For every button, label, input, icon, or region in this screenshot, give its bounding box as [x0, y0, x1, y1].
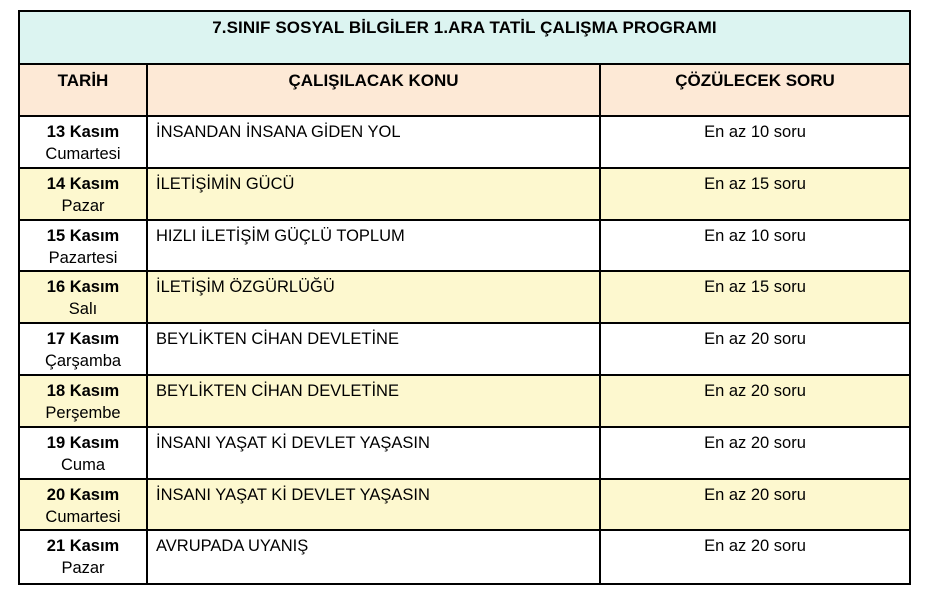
table-row: [20, 376, 909, 428]
topic-cell: İLETİŞİMİN GÜCÜ: [148, 169, 601, 219]
day-text: Cumartesi: [45, 507, 121, 526]
questions-cell: En az 20 soru: [704, 537, 806, 556]
day-text: Çarşamba: [44, 352, 122, 371]
date-text: 14 Kasım: [46, 174, 120, 193]
date-cell: [20, 221, 148, 271]
date-text: 17 Kasım: [46, 330, 120, 349]
day-text: Perşembe: [45, 403, 121, 422]
date-cell: [20, 272, 148, 322]
topic-cell: İNSANI YAŞAT Kİ DEVLET YAŞASIN: [148, 428, 601, 478]
questions-cell: En az 20 soru: [704, 381, 806, 400]
date-text: 20 Kasım: [46, 485, 120, 504]
schedule-table: [18, 10, 911, 585]
topic-cell: İNSANDAN İNSANA GİDEN YOL: [148, 117, 601, 167]
day-text: Pazartesi: [48, 248, 118, 267]
date-text: 16 Kasım: [46, 278, 120, 297]
date-text: 21 Kasım: [46, 537, 120, 556]
table-row: [20, 117, 909, 169]
date-cell: [20, 376, 148, 426]
table-title-row: [20, 12, 909, 65]
table-row: [20, 272, 909, 324]
topic-cell: İLETİŞİM ÖZGÜRLÜĞÜ: [148, 272, 601, 322]
table-row: [20, 531, 909, 583]
date-cell: [20, 428, 148, 478]
day-text: Cumartesi: [45, 145, 121, 163]
day-text: Pazar: [61, 196, 105, 215]
topic-cell: İNSANI YAŞAT Kİ DEVLET YAŞASIN: [148, 480, 601, 530]
table-row: [20, 480, 909, 532]
table-row: [20, 324, 909, 376]
day-text: Cuma: [60, 455, 105, 474]
header-questions: ÇÖZÜLECEK SORU: [675, 71, 835, 90]
date-text: 13 Kasım: [46, 123, 120, 141]
date-text: 15 Kasım: [46, 226, 120, 245]
date-cell: [20, 169, 148, 219]
date-cell: [20, 480, 148, 530]
questions-cell: En az 20 soru: [704, 330, 806, 349]
date-cell: [20, 117, 148, 167]
questions-cell: En az 15 soru: [704, 174, 806, 193]
table-row: [20, 221, 909, 273]
table-header-row: [20, 65, 909, 117]
table-row: [20, 428, 909, 480]
topic-cell: HIZLI İLETİŞİM GÜÇLÜ TOPLUM: [148, 221, 601, 271]
date-cell: [20, 324, 148, 374]
questions-cell: En az 20 soru: [704, 433, 806, 452]
questions-cell: En az 10 soru: [704, 123, 806, 141]
date-cell: [20, 531, 148, 583]
questions-cell: En az 10 soru: [704, 226, 806, 245]
topic-cell: BEYLİKTEN CİHAN DEVLETİNE: [148, 376, 601, 426]
table-row: [20, 169, 909, 221]
topic-cell: AVRUPADA UYANIŞ: [148, 531, 601, 583]
day-text: Salı: [68, 300, 98, 319]
table-title: 7.SINIF SOSYAL BİLGİLER 1.ARA TATİL ÇALIŞMA PROGRAMI: [212, 18, 717, 37]
date-text: 19 Kasım: [46, 433, 120, 452]
header-topic: ÇALIŞILACAK KONU: [148, 65, 601, 115]
questions-cell: En az 15 soru: [704, 278, 806, 297]
date-text: 18 Kasım: [46, 381, 120, 400]
header-date: TARİH: [20, 65, 148, 115]
topic-cell: BEYLİKTEN CİHAN DEVLETİNE: [148, 324, 601, 374]
questions-cell: En az 20 soru: [704, 485, 806, 504]
day-text: Pazar: [61, 559, 105, 578]
